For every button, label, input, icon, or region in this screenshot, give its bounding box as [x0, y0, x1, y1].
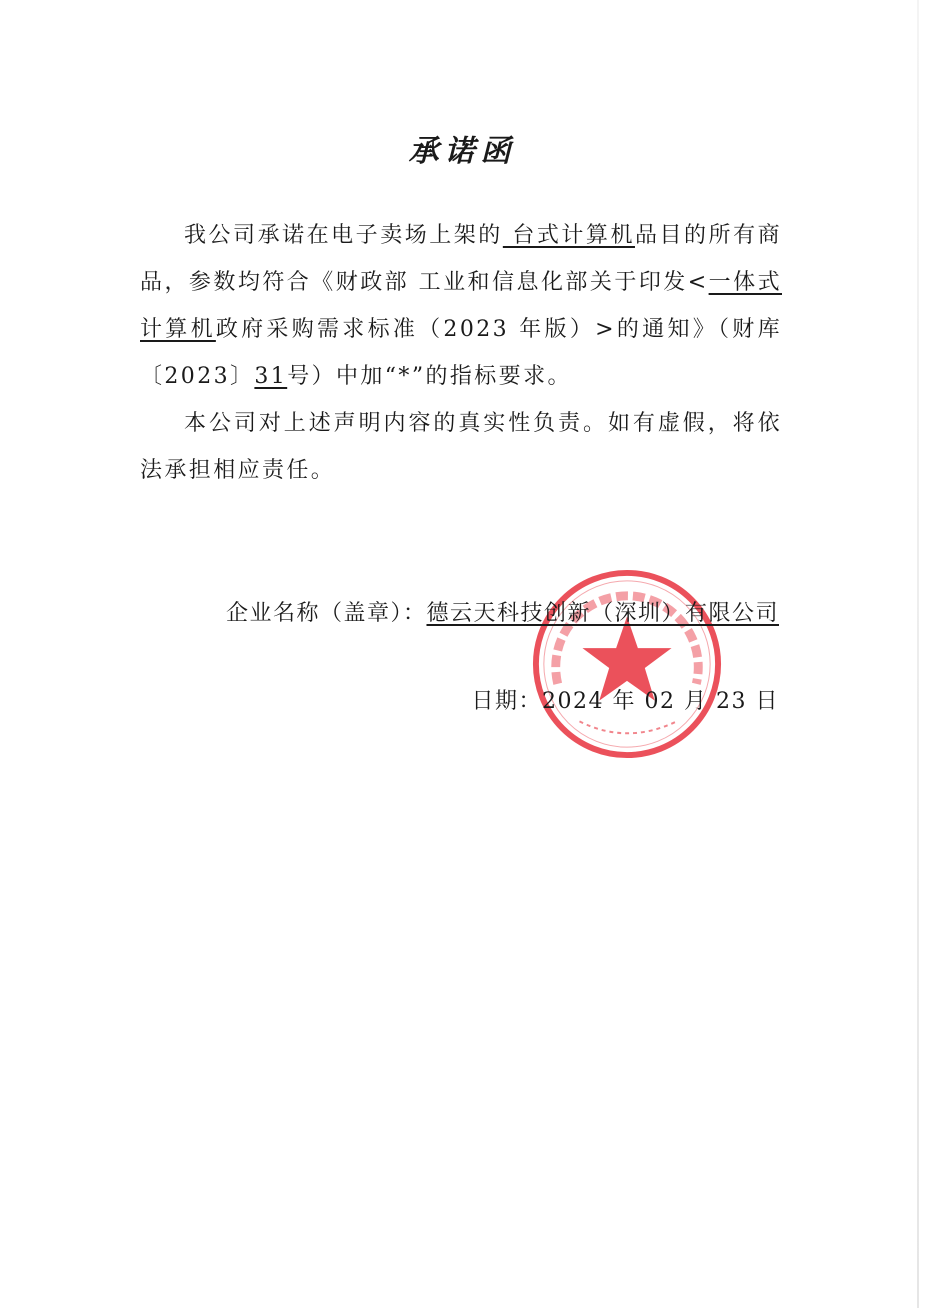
company-name: 德云天科技创新（深圳）有限公司: [426, 601, 779, 626]
p1-text-a: 我公司承诺在电子卖场上架的: [184, 223, 503, 248]
document-body: [140, 212, 782, 494]
p1-text-e: 政府采购需求标准（2023 年版）>的通知》（财库〔2023〕: [140, 317, 782, 389]
p1-text-c: 品目的所有商品，参数均符合《财政部 工业和信息化部关于印发<: [140, 223, 782, 295]
company-signature-line: [226, 596, 779, 627]
document-number: 31: [254, 364, 288, 389]
paragraph-commitment: [140, 212, 782, 400]
date-value: 2024 年 02 月 23 日: [542, 689, 779, 714]
paragraph-responsibility: 本公司对上述声明内容的真实性负责。如有虚假，将依法承担相应责任。: [140, 411, 782, 483]
scan-edge: [917, 0, 919, 1308]
p1-text-g: 号）中加“*”的指标要求。: [287, 364, 572, 389]
date-line: [472, 684, 779, 715]
category-name: 台式计算机: [502, 223, 635, 248]
document-title: 承诺函: [408, 134, 517, 169]
company-label: 企业名称（盖章）：: [225, 601, 427, 626]
company-seal: [528, 565, 726, 763]
standard-product-name: 一体式计算机: [140, 270, 782, 342]
date-label: 日期：: [471, 689, 543, 714]
